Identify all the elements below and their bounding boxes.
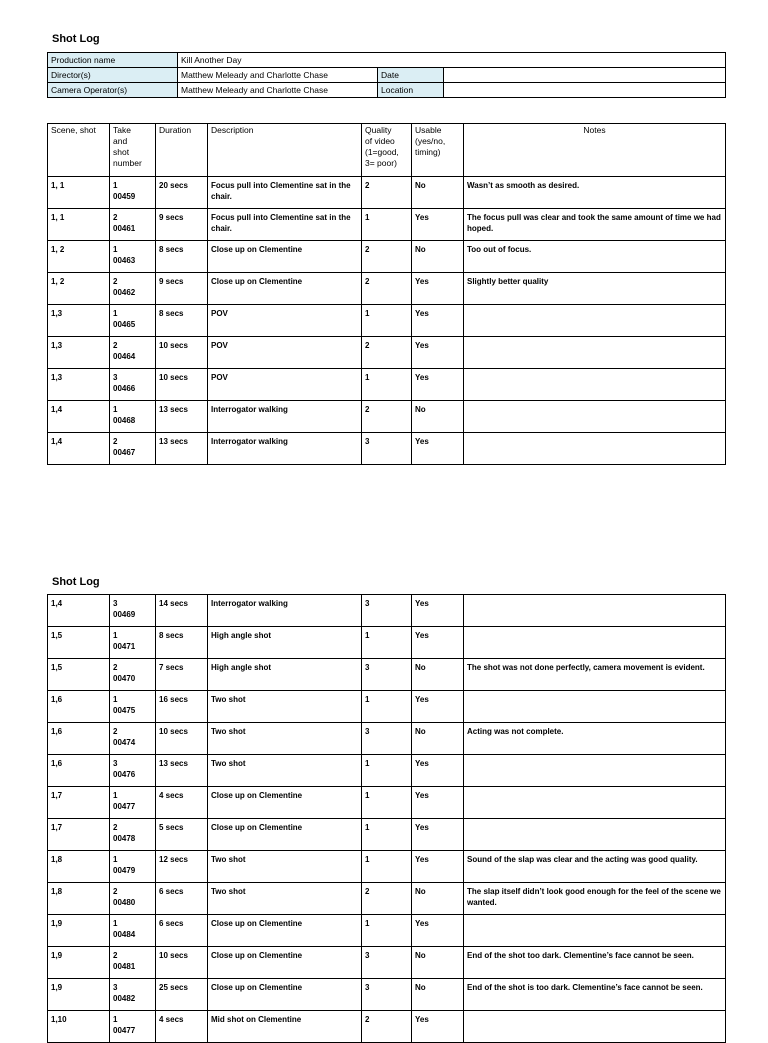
cell-usable: No bbox=[412, 177, 464, 209]
cell-description: POV bbox=[208, 305, 362, 337]
cell-scene: 1,6 bbox=[48, 691, 110, 723]
cell-usable: Yes bbox=[412, 691, 464, 723]
cell-take: 1 00484 bbox=[110, 915, 156, 947]
cell-scene: 1, 1 bbox=[48, 209, 110, 241]
cell-description: Interrogator walking bbox=[208, 595, 362, 627]
cell-quality: 1 bbox=[362, 305, 412, 337]
director-label: Director(s) bbox=[48, 68, 178, 83]
cell-description: Close up on Clementine bbox=[208, 979, 362, 1011]
cell-duration: 25 secs bbox=[156, 979, 208, 1011]
cell-description: Interrogator walking bbox=[208, 433, 362, 465]
cell-notes bbox=[464, 433, 726, 465]
cell-usable: Yes bbox=[412, 851, 464, 883]
header-scene-shot: Scene, shot bbox=[48, 124, 110, 177]
table-row bbox=[48, 241, 726, 273]
cell-usable: Yes bbox=[412, 627, 464, 659]
cell-scene: 1,3 bbox=[48, 337, 110, 369]
cell-take: 2 00461 bbox=[110, 209, 156, 241]
cell-duration: 5 secs bbox=[156, 819, 208, 851]
cell-notes: The slap itself didn’t look good enough for the feel of the scene we wanted. bbox=[464, 883, 726, 915]
cell-scene: 1,9 bbox=[48, 979, 110, 1011]
camera-operator-label: Camera Operator(s) bbox=[48, 83, 178, 98]
cell-notes: Sound of the slap was clear and the acting was good quality. bbox=[464, 851, 726, 883]
cell-usable: No bbox=[412, 401, 464, 433]
director-value: Matthew Meleady and Charlotte Chase bbox=[178, 68, 378, 83]
cell-description: Close up on Clementine bbox=[208, 915, 362, 947]
cell-quality: 1 bbox=[362, 755, 412, 787]
cell-description: POV bbox=[208, 369, 362, 401]
table-row bbox=[48, 979, 726, 1011]
cell-description: Close up on Clementine bbox=[208, 787, 362, 819]
cell-scene: 1, 2 bbox=[48, 241, 110, 273]
cell-take: 3 00482 bbox=[110, 979, 156, 1011]
cell-take: 3 00476 bbox=[110, 755, 156, 787]
cell-duration: 13 secs bbox=[156, 401, 208, 433]
table-row bbox=[48, 691, 726, 723]
cell-usable: Yes bbox=[412, 433, 464, 465]
cell-notes bbox=[464, 337, 726, 369]
cell-duration: 9 secs bbox=[156, 273, 208, 305]
cell-description: Two shot bbox=[208, 691, 362, 723]
cell-notes bbox=[464, 1011, 726, 1043]
table-row bbox=[48, 1011, 726, 1043]
cell-scene: 1,8 bbox=[48, 851, 110, 883]
table-row bbox=[48, 883, 726, 915]
camera-operator-value: Matthew Meleady and Charlotte Chase bbox=[178, 83, 378, 98]
cell-take: 3 00466 bbox=[110, 369, 156, 401]
cell-usable: Yes bbox=[412, 337, 464, 369]
cell-quality: 1 bbox=[362, 627, 412, 659]
cell-usable: Yes bbox=[412, 1011, 464, 1043]
table-row bbox=[48, 401, 726, 433]
header-usable: Usable (yes/no, timing) bbox=[412, 124, 464, 177]
cell-take: 2 00467 bbox=[110, 433, 156, 465]
table-row bbox=[48, 337, 726, 369]
cell-usable: Yes bbox=[412, 305, 464, 337]
cell-scene: 1,9 bbox=[48, 915, 110, 947]
cell-duration: 14 secs bbox=[156, 595, 208, 627]
cell-usable: No bbox=[412, 241, 464, 273]
cell-description: Close up on Clementine bbox=[208, 241, 362, 273]
cell-usable: No bbox=[412, 883, 464, 915]
cell-take: 1 00468 bbox=[110, 401, 156, 433]
cell-description: High angle shot bbox=[208, 659, 362, 691]
cell-usable: Yes bbox=[412, 273, 464, 305]
cell-notes: Slightly better quality bbox=[464, 273, 726, 305]
cell-duration: 7 secs bbox=[156, 659, 208, 691]
location-label: Location bbox=[378, 83, 444, 98]
cell-quality: 1 bbox=[362, 915, 412, 947]
cell-duration: 8 secs bbox=[156, 305, 208, 337]
cell-usable: No bbox=[412, 979, 464, 1011]
cell-notes: Wasn’t as smooth as desired. bbox=[464, 177, 726, 209]
cell-scene: 1,5 bbox=[48, 659, 110, 691]
cell-notes bbox=[464, 915, 726, 947]
cell-duration: 10 secs bbox=[156, 947, 208, 979]
date-value bbox=[444, 68, 726, 83]
cell-take: 1 00477 bbox=[110, 1011, 156, 1043]
cell-usable: Yes bbox=[412, 369, 464, 401]
shot-log-table-1 bbox=[47, 123, 726, 465]
cell-description: High angle shot bbox=[208, 627, 362, 659]
page-title-2: Shot Log bbox=[52, 576, 100, 588]
cell-quality: 2 bbox=[362, 273, 412, 305]
table-row bbox=[48, 755, 726, 787]
cell-duration: 20 secs bbox=[156, 177, 208, 209]
cell-quality: 3 bbox=[362, 659, 412, 691]
table-row bbox=[48, 915, 726, 947]
cell-quality: 2 bbox=[362, 337, 412, 369]
cell-take: 2 00474 bbox=[110, 723, 156, 755]
cell-quality: 2 bbox=[362, 401, 412, 433]
cell-notes: The focus pull was clear and took the same amount of time we had hoped. bbox=[464, 209, 726, 241]
cell-duration: 4 secs bbox=[156, 1011, 208, 1043]
cell-take: 2 00480 bbox=[110, 883, 156, 915]
cell-quality: 2 bbox=[362, 883, 412, 915]
cell-scene: 1,4 bbox=[48, 433, 110, 465]
cell-duration: 10 secs bbox=[156, 369, 208, 401]
table-row bbox=[48, 595, 726, 627]
cell-description: Close up on Clementine bbox=[208, 273, 362, 305]
cell-description: Close up on Clementine bbox=[208, 947, 362, 979]
header-description: Description bbox=[208, 124, 362, 177]
cell-notes bbox=[464, 755, 726, 787]
cell-duration: 13 secs bbox=[156, 433, 208, 465]
table-row bbox=[48, 273, 726, 305]
cell-usable: No bbox=[412, 947, 464, 979]
cell-take: 2 00464 bbox=[110, 337, 156, 369]
cell-quality: 2 bbox=[362, 1011, 412, 1043]
cell-quality: 1 bbox=[362, 369, 412, 401]
cell-scene: 1,6 bbox=[48, 755, 110, 787]
cell-notes bbox=[464, 819, 726, 851]
cell-usable: Yes bbox=[412, 787, 464, 819]
production-info-table bbox=[47, 52, 726, 98]
cell-scene: 1,4 bbox=[48, 595, 110, 627]
cell-take: 1 00465 bbox=[110, 305, 156, 337]
table-row bbox=[48, 851, 726, 883]
cell-take: 3 00469 bbox=[110, 595, 156, 627]
cell-description: Focus pull into Clementine sat in the chair. bbox=[208, 177, 362, 209]
cell-duration: 6 secs bbox=[156, 883, 208, 915]
cell-take: 2 00462 bbox=[110, 273, 156, 305]
table-row bbox=[48, 305, 726, 337]
cell-duration: 8 secs bbox=[156, 627, 208, 659]
cell-take: 1 00471 bbox=[110, 627, 156, 659]
cell-notes bbox=[464, 369, 726, 401]
header-notes: Notes bbox=[464, 124, 726, 177]
cell-take: 1 00479 bbox=[110, 851, 156, 883]
cell-duration: 13 secs bbox=[156, 755, 208, 787]
cell-description: Two shot bbox=[208, 723, 362, 755]
cell-quality: 2 bbox=[362, 241, 412, 273]
cell-duration: 10 secs bbox=[156, 337, 208, 369]
table-row bbox=[48, 433, 726, 465]
production-name-label: Production name bbox=[48, 53, 178, 68]
cell-usable: Yes bbox=[412, 915, 464, 947]
location-value bbox=[444, 83, 726, 98]
cell-notes bbox=[464, 305, 726, 337]
cell-description: Interrogator walking bbox=[208, 401, 362, 433]
cell-notes: End of the shot too dark. Clementine’s face cannot be seen. bbox=[464, 947, 726, 979]
table-row bbox=[48, 947, 726, 979]
cell-take: 1 00459 bbox=[110, 177, 156, 209]
cell-usable: Yes bbox=[412, 819, 464, 851]
table-row bbox=[48, 819, 726, 851]
cell-scene: 1,8 bbox=[48, 883, 110, 915]
cell-notes: End of the shot is too dark. Clementine’s face cannot be seen. bbox=[464, 979, 726, 1011]
cell-usable: No bbox=[412, 659, 464, 691]
table-row bbox=[48, 659, 726, 691]
cell-quality: 3 bbox=[362, 723, 412, 755]
cell-notes bbox=[464, 787, 726, 819]
cell-quality: 3 bbox=[362, 433, 412, 465]
cell-scene: 1,6 bbox=[48, 723, 110, 755]
cell-notes bbox=[464, 627, 726, 659]
cell-usable: No bbox=[412, 723, 464, 755]
cell-take: 2 00481 bbox=[110, 947, 156, 979]
cell-take: 1 00463 bbox=[110, 241, 156, 273]
cell-quality: 3 bbox=[362, 947, 412, 979]
cell-description: Two shot bbox=[208, 851, 362, 883]
cell-notes bbox=[464, 691, 726, 723]
cell-scene: 1,7 bbox=[48, 787, 110, 819]
cell-duration: 10 secs bbox=[156, 723, 208, 755]
cell-scene: 1,7 bbox=[48, 819, 110, 851]
cell-description: Two shot bbox=[208, 883, 362, 915]
cell-usable: Yes bbox=[412, 755, 464, 787]
table-row bbox=[48, 177, 726, 209]
cell-quality: 1 bbox=[362, 787, 412, 819]
cell-take: 1 00475 bbox=[110, 691, 156, 723]
header-quality: Quality of video (1=good, 3= poor) bbox=[362, 124, 412, 177]
cell-quality: 3 bbox=[362, 979, 412, 1011]
production-name-value: Kill Another Day bbox=[178, 53, 726, 68]
cell-notes bbox=[464, 401, 726, 433]
cell-notes bbox=[464, 595, 726, 627]
cell-take: 2 00470 bbox=[110, 659, 156, 691]
cell-quality: 1 bbox=[362, 851, 412, 883]
cell-quality: 1 bbox=[362, 209, 412, 241]
table-row bbox=[48, 787, 726, 819]
table-row bbox=[48, 209, 726, 241]
cell-quality: 1 bbox=[362, 691, 412, 723]
cell-scene: 1,5 bbox=[48, 627, 110, 659]
cell-duration: 4 secs bbox=[156, 787, 208, 819]
cell-description: Mid shot on Clementine bbox=[208, 1011, 362, 1043]
table-row bbox=[48, 369, 726, 401]
date-label: Date bbox=[378, 68, 444, 83]
cell-usable: Yes bbox=[412, 595, 464, 627]
cell-notes: Too out of focus. bbox=[464, 241, 726, 273]
cell-quality: 1 bbox=[362, 819, 412, 851]
table-row bbox=[48, 627, 726, 659]
table-row bbox=[48, 723, 726, 755]
header-duration: Duration bbox=[156, 124, 208, 177]
cell-description: POV bbox=[208, 337, 362, 369]
cell-scene: 1,9 bbox=[48, 947, 110, 979]
cell-duration: 12 secs bbox=[156, 851, 208, 883]
cell-duration: 9 secs bbox=[156, 209, 208, 241]
cell-duration: 8 secs bbox=[156, 241, 208, 273]
cell-usable: Yes bbox=[412, 209, 464, 241]
header-take-number: Take and shot number bbox=[110, 124, 156, 177]
cell-description: Focus pull into Clementine sat in the chair. bbox=[208, 209, 362, 241]
cell-notes: Acting was not complete. bbox=[464, 723, 726, 755]
cell-duration: 6 secs bbox=[156, 915, 208, 947]
shot-log-table-2 bbox=[47, 594, 726, 1043]
cell-take: 1 00477 bbox=[110, 787, 156, 819]
cell-scene: 1,3 bbox=[48, 305, 110, 337]
cell-scene: 1,4 bbox=[48, 401, 110, 433]
cell-description: Two shot bbox=[208, 755, 362, 787]
cell-scene: 1,3 bbox=[48, 369, 110, 401]
cell-quality: 2 bbox=[362, 177, 412, 209]
cell-quality: 3 bbox=[362, 595, 412, 627]
cell-scene: 1, 2 bbox=[48, 273, 110, 305]
cell-scene: 1, 1 bbox=[48, 177, 110, 209]
cell-scene: 1,10 bbox=[48, 1011, 110, 1043]
cell-notes: The shot was not done perfectly, camera movement is evident. bbox=[464, 659, 726, 691]
cell-description: Close up on Clementine bbox=[208, 819, 362, 851]
page-title: Shot Log bbox=[52, 33, 100, 45]
cell-take: 2 00478 bbox=[110, 819, 156, 851]
cell-duration: 16 secs bbox=[156, 691, 208, 723]
